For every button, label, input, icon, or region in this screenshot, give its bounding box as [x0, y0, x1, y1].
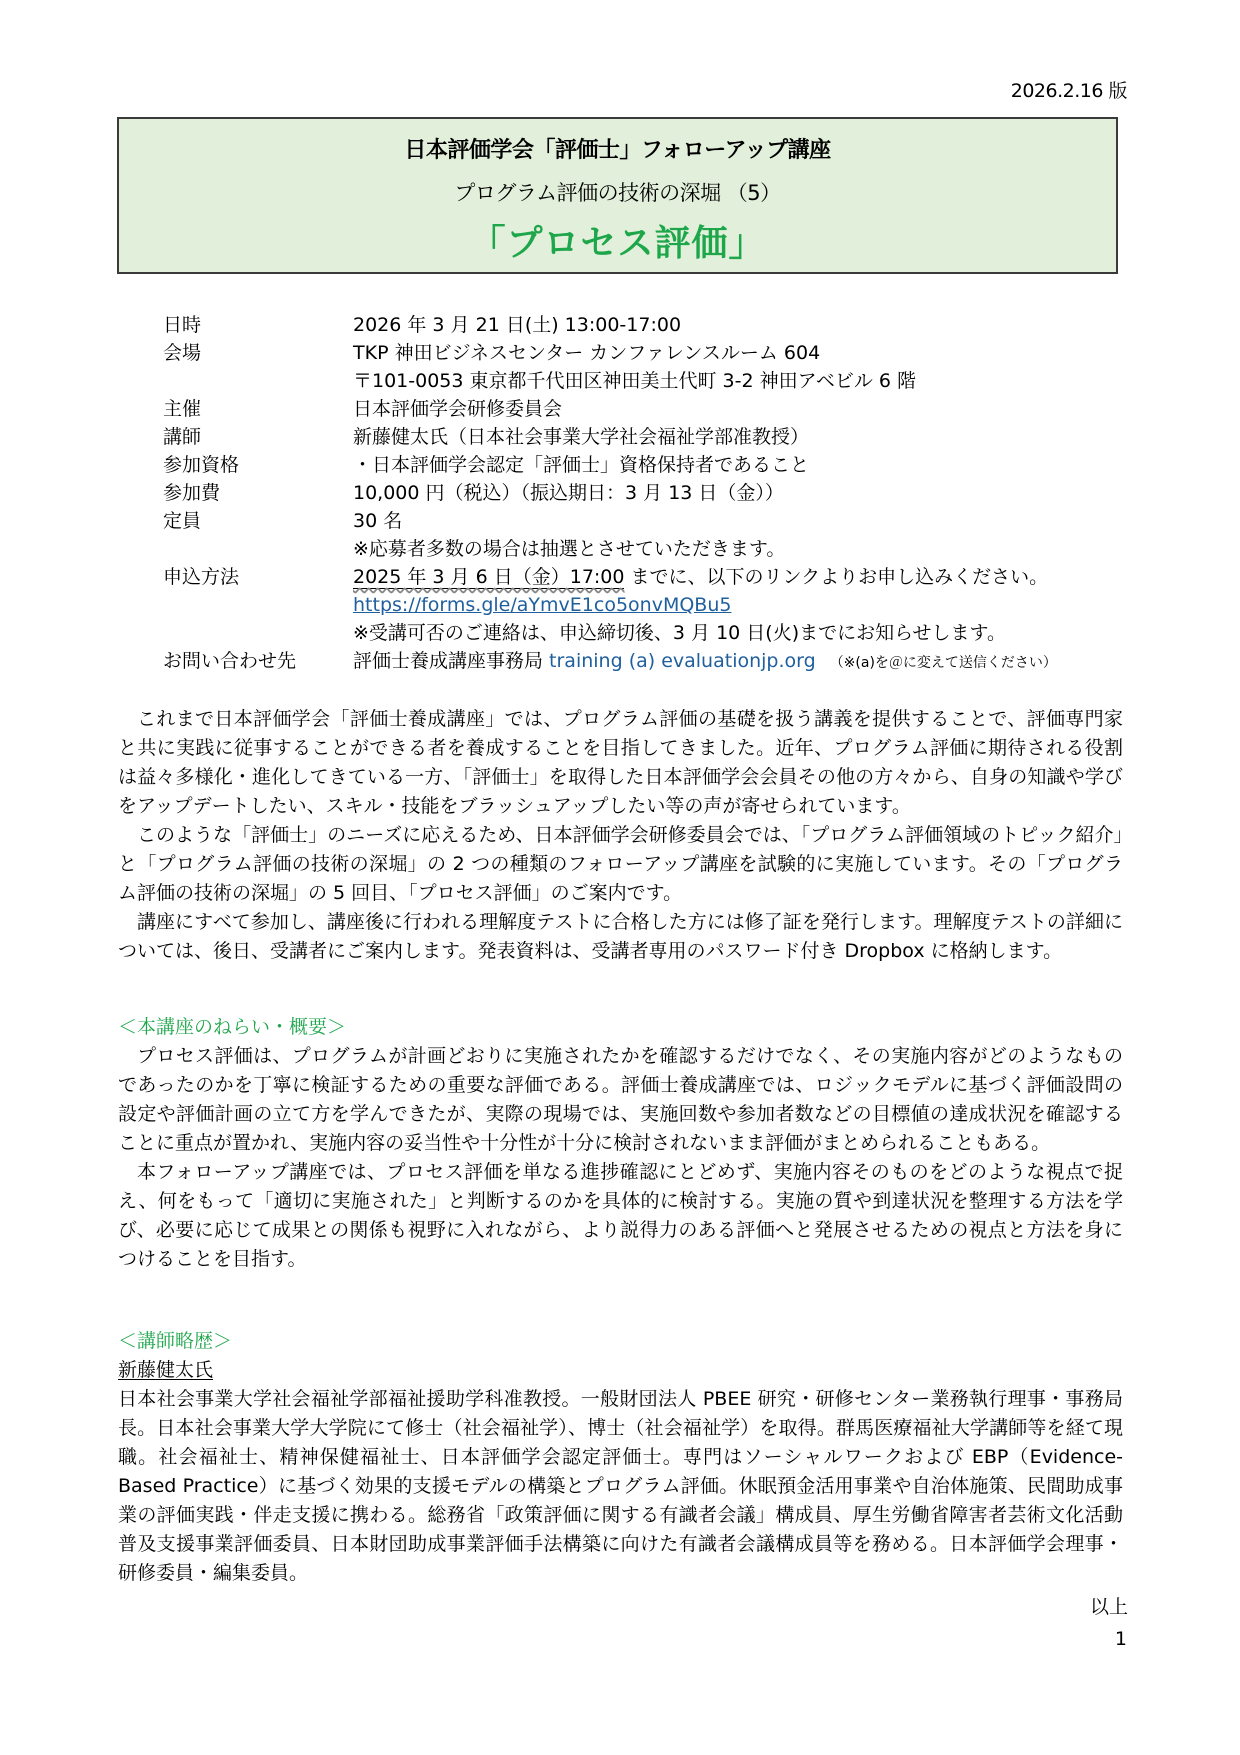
info-row-eligibility: [163, 451, 1083, 479]
info-value: TKP 神田ビジネスセンター カンファレンスルーム 604: [353, 342, 821, 364]
info-label: 申込方法: [163, 566, 240, 588]
info-label: 講師: [163, 426, 202, 448]
info-label-empty: [163, 619, 353, 647]
info-row-fee: [163, 479, 1083, 507]
info-value: 10,000 円（税込）（振込期日：3 月 13 日（金））: [353, 482, 784, 504]
info-value: 30 名: [353, 510, 403, 532]
info-label: 定員: [163, 510, 202, 532]
info-row-address: [163, 367, 1083, 395]
info-value: 〒101-0053 東京都千代田区神田美土代町 3-2 神田アベビル 6 階: [353, 370, 917, 392]
info-value: [353, 591, 1083, 619]
overview-section: [118, 1013, 1123, 1274]
contact-office: 評価士養成講座事務局: [353, 650, 550, 672]
title-box: [117, 117, 1118, 274]
instructor-section: [118, 1327, 1123, 1588]
info-row-venue: [163, 339, 1083, 367]
version-label: 2026.2.16 版: [1010, 80, 1127, 102]
info-value: ※応募者多数の場合は抽選とさせていただきます。: [353, 538, 786, 560]
info-row-apply-note: [163, 619, 1083, 647]
instructor-bio: 日本社会事業大学社会福祉学部福祉援助学科准教授。一般財団法人 PBEE 研究・研修センター業務執行理事・事務局長。日本社会事業大学大学院にて修士（社会福祉学）、博士（社会福祉学）を取得。群馬医療福祉大学講師等を経て現職。社会福祉士、精神保健福祉士、日本評価学会認定評価士。専門はソーシャルワークおよび EBP（Evidence-Based Practice）に基づく効果的支援モデルの構築とプログラム評価。休眠預金活用事業や自治体施策、民間助成事業の評価実践・伴走支援に携わる。総務省「政策評価に関する有識者会議」構成員、厚生労働省障害者芸術文化活動普及支援事業評価委員、日本財団助成事業評価手法構築に向けた有識者会議構成員等を務める。日本評価学会理事・研修委員・編集委員。: [118, 1388, 1123, 1584]
page-number: 1: [1114, 1628, 1127, 1650]
intro-section: [118, 705, 1123, 966]
info-row-organizer: [163, 395, 1083, 423]
info-row-apply: [163, 563, 1083, 591]
info-label-empty: [163, 591, 353, 619]
info-value: ・日本評価学会認定「評価士」資格保持者であること: [353, 454, 810, 476]
intro-paragraph: これまで日本評価学会「評価士養成講座」では、プログラム評価の基礎を扱う講義を提供することで、評価専門家と共に実践に従事することができる者を養成することを目指してきました。近年、プログラム評価に期待される役割は益々多様化・進化してきている一方、「評価士」を取得した日本評価学会会員その他の方々から、自身の知識や学びをアップデートしたい、スキル・技能をブラッシュアップしたい等の声が寄せられています。: [118, 708, 1123, 817]
info-row-capacity-note: [163, 535, 1083, 563]
info-row-instructor: [163, 423, 1083, 451]
apply-deadline: [353, 566, 624, 589]
info-label: 主催: [163, 398, 202, 420]
info-label: 参加資格: [163, 454, 240, 476]
instructor-heading: ＜講師略歴＞: [118, 1330, 233, 1352]
instructor-name-wrap: [118, 1356, 1123, 1385]
contact-email-note: （※(a)を＠に変えて送信ください）: [829, 655, 1057, 671]
info-value: 日本評価学会研修委員会: [353, 398, 563, 420]
info-value: 新藤健太氏（日本社会事業大学社会福祉学部准教授）: [353, 426, 810, 448]
info-label: [163, 535, 353, 563]
info-row-datetime: [163, 311, 1083, 339]
info-row-capacity: [163, 507, 1083, 535]
application-form-link[interactable]: https://forms.gle/aYmvE1co5onvMQBu5: [353, 594, 732, 616]
overview-paragraph: プロセス評価は、プログラムが計画どおりに実施されたかを確認するだけでなく、その実施内容がどのようなものであったのかを丁寧に検証するための重要な評価である。評価士養成講座では、ロジックモデルに基づく評価設問の設定や評価計画の立て方を学んできたが、実際の現場では、実施回数や参加者数などの目標値の達成状況を確認することに重点が置かれ、実施内容の妥当性や十分性が十分に検討されないまま評価がまとめられることもある。: [118, 1045, 1123, 1154]
info-label: 日時: [163, 314, 202, 336]
info-value: [353, 563, 1083, 591]
overview-heading: ＜本講座のねらい・概要＞: [118, 1016, 347, 1038]
intro-paragraph: 講座にすべて参加し、講座後に行われる理解度テストに合格した方には修了証を発行します。理解度テストの詳細については、後日、受講者にご案内します。発表資料は、受講者専用のパスワード付き Dropbox に格納します。: [118, 911, 1123, 962]
info-row-contact: [163, 647, 1083, 675]
info-value: [353, 647, 1083, 675]
info-label: お問い合わせ先: [163, 650, 297, 672]
contact-email[interactable]: training (a) evaluationjp.org: [549, 650, 816, 672]
title-sub: プログラム評価の技術の深堀 （5）: [454, 181, 781, 205]
overview-paragraph: 本フォローアップ講座では、プロセス評価を単なる進捗確認にとどめず、実施内容そのものをどのような視点で捉え、何をもって「適切に実施された」と判断するのかを具体的に検討する。実施の質や到達状況を整理する方法を学び、必要に応じて成果との関係も視野に入れながら、より説得力のある評価へと発展させるための視点と方法を身につけることを目指す。: [118, 1161, 1123, 1270]
title-main: 日本評価学会「評価士」フォローアップ講座: [404, 138, 831, 163]
apply-deadline-text: 2025 年 3 月 6 日（金）17:00: [353, 566, 625, 588]
closing-mark: 以上: [1089, 1596, 1128, 1618]
instructor-name: 新藤健太氏: [118, 1359, 214, 1381]
info-label: 会場: [163, 342, 202, 364]
info-value: 2026 年 3 月 21 日(土) 13:00-17:00: [353, 314, 682, 336]
info-label: 参加費: [163, 482, 221, 504]
info-row-apply-link: [163, 591, 1083, 619]
event-info: [163, 311, 1083, 675]
title-big: 「プロセス評価」: [469, 223, 766, 264]
info-label: [163, 367, 353, 395]
apply-instructions: までに、以下のリンクよりお申し込みください。: [624, 566, 1049, 588]
info-value: ※受講可否のご連絡は、申込締切後、3 月 10 日(火)までにお知らせします。: [353, 622, 1007, 644]
intro-paragraph: このような「評価士」のニーズに応えるため、日本評価学会研修委員会では、「プログラム評価領域のトピック紹介」と「プログラム評価の技術の深堀」の 2 つの種類のフォローアップ講座を試験的に実施しています。その「プログラム評価の技術の深堀」の 5 回目、「プロセス評価」のご案内です。: [118, 824, 1123, 904]
